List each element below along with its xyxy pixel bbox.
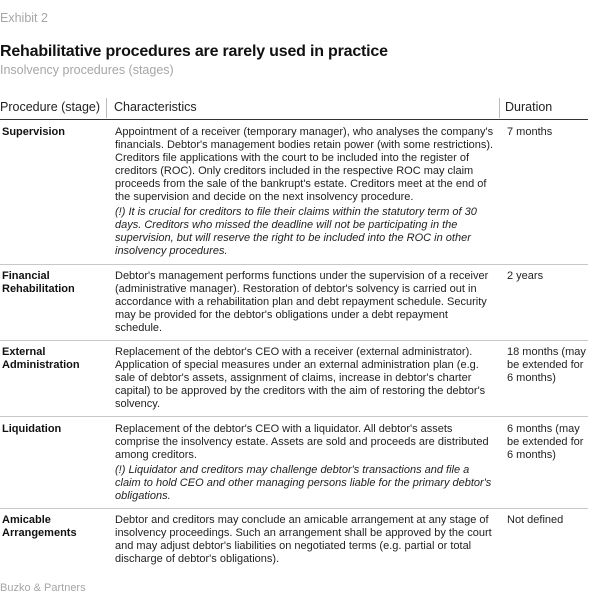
characteristics-text: Debtor's management performs functions under the supervision of a receiver (administrative manager). Restoration of debtor's solvency is carried out in accordance with a rehabilitation plan and debt repayment schedule. Security may be provided for the debtor's obligations under a debt repayment schedule. [115, 270, 489, 334]
row-divider [0, 264, 588, 265]
characteristics-text: Debtor and creditors may conclude an amicable arrangement at any stage of insolvency proceedings. Such an arrangement shall be approved by the court and may adjust debtor's liabilities on negotiated terms (e.g. partial or total discharge of debtor's obligations). [115, 514, 492, 565]
procedure-name: External Administration [2, 346, 80, 371]
characteristics-cell [115, 270, 497, 337]
column-divider [499, 98, 500, 118]
characteristics-note: (!) Liquidator and creditors may challenge debtor's transactions and file a claim to hold CEO and other managing persons liable for the primary debtor's obligations. [115, 464, 492, 502]
column-header-procedure: Procedure (stage) [0, 100, 101, 114]
characteristics-cell [115, 423, 497, 505]
column-header-duration: Duration [505, 100, 553, 114]
characteristics-text: Appointment of a receiver (temporary manager), who analyses the company's financials. Debtor's management bodies retain power (with some restrictions). Creditors file applications with the court to be included into the register of creditors (ROC). Only creditors included in the respective ROC may claim proceeds from the sale of the bankrupt's estate. Creditors meet at the end of the supervision and decide on the next insolvency procedure. [115, 126, 494, 203]
page-subtitle: Insolvency procedures (stages) [0, 63, 174, 77]
duration-cell: 7 months [507, 126, 553, 138]
characteristics-text: Replacement of the debtor's CEO with a liquidator. All debtor's assets comprise the insolvency estate. Assets are sold and proceeds are distributed among creditors. [115, 423, 489, 461]
source-credit: Buzko & Partners [0, 582, 86, 594]
characteristics-text: Replacement of the debtor's CEO with a receiver (external administrator). Application of special measures under an external administration plan (e.g. sale of debtor's assets, assignment of claims, increase in debtor's charter capital) to be approved by the creditors with the aim of restoring the debtor's solvency. [115, 346, 486, 410]
row-divider [0, 416, 588, 417]
duration-cell: Not defined [507, 514, 564, 526]
column-divider [106, 98, 107, 118]
characteristics-cell [115, 346, 497, 413]
characteristics-note: (!) It is crucial for creditors to file their claims within the statutory term of 30 days. Creditors who missed the deadline will not be participating in the supervision, but will reserve the right to be included into the ROC in other insolvency procedures. [115, 206, 477, 257]
characteristics-cell [115, 514, 497, 568]
page-title: Rehabilitative procedures are rarely used in practice [0, 43, 388, 60]
header-rule [0, 119, 588, 120]
procedure-name: Amicable Arrangements [2, 514, 77, 539]
column-header-characteristics: Characteristics [114, 100, 197, 114]
procedure-name: Supervision [2, 126, 65, 138]
procedure-name: Liquidation [2, 423, 62, 435]
duration-cell: 18 months (may be extended for 6 months) [507, 346, 586, 384]
exhibit-label: Exhibit 2 [0, 11, 48, 25]
duration-cell: 6 months (may be extended for 6 months) [507, 423, 584, 461]
procedure-name: Financial Rehabilitation [2, 270, 75, 295]
row-divider [0, 508, 588, 509]
duration-cell: 2 years [507, 270, 544, 282]
row-divider [0, 340, 588, 341]
characteristics-cell [115, 126, 497, 260]
